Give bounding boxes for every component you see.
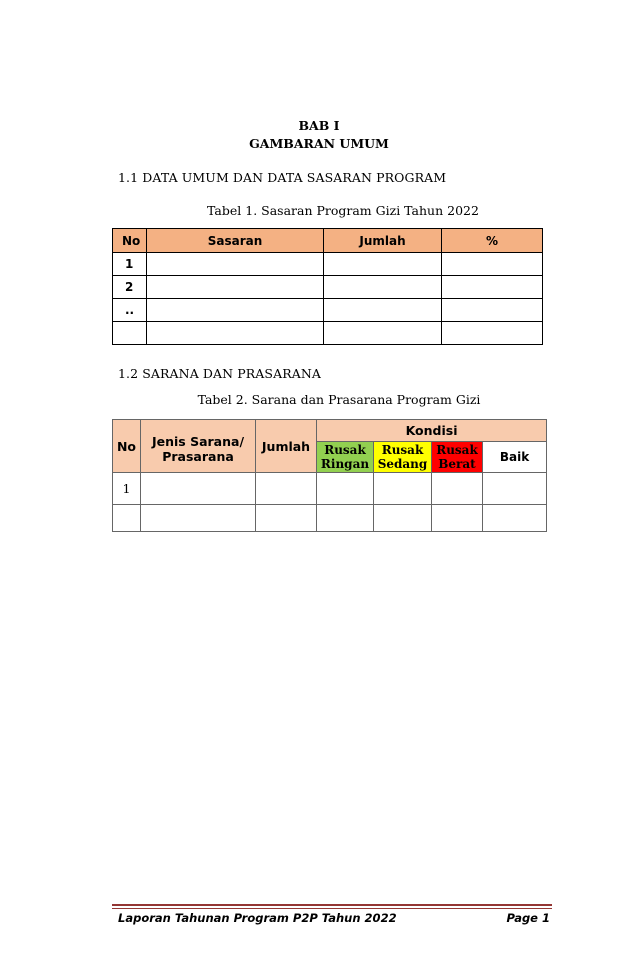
table2-header-row-1	[113, 420, 547, 442]
cell-baik	[483, 473, 547, 505]
row-number: ..	[113, 299, 147, 322]
section-heading-1: 1.1 DATA UMUM DAN DATA SASARAN PROGRAM	[118, 170, 447, 185]
table-row	[113, 299, 543, 322]
table-row	[113, 322, 543, 345]
cell-rusak-sedang	[374, 505, 432, 532]
row-number	[113, 505, 141, 532]
cell-sasaran	[147, 299, 324, 322]
cell-rusak-ringan	[317, 505, 374, 532]
chapter-number: BAB I	[298, 118, 340, 133]
table2-caption: Tabel 2. Sarana dan Prasarana Program Gizi	[197, 392, 481, 407]
cell-jenis	[141, 473, 256, 505]
table2-header-rusak-berat: Rusak Berat	[432, 442, 483, 473]
row-number	[113, 322, 147, 345]
cell-jenis	[141, 505, 256, 532]
table1-header-row	[113, 229, 543, 253]
cell-jumlah	[324, 253, 442, 276]
table1-header-jumlah: Jumlah	[324, 229, 442, 253]
table-row	[113, 276, 543, 299]
table2-header-rusak-sedang: Rusak Sedang	[374, 442, 432, 473]
cell-rusak-berat	[432, 505, 483, 532]
cell-rusak-sedang	[374, 473, 432, 505]
table2-header-no: No	[113, 420, 141, 473]
table1-header-no: No	[113, 229, 147, 253]
footer-title: Laporan Tahunan Program P2P Tahun 2022	[118, 911, 397, 925]
cell-sasaran	[147, 253, 324, 276]
row-number: 1	[113, 253, 147, 276]
table-sarana-prasarana	[112, 419, 547, 532]
cell-jumlah	[324, 322, 442, 345]
cell-jumlah	[256, 505, 317, 532]
table2-header-jenis: Jenis Sarana/ Prasarana	[141, 420, 256, 473]
cell-baik	[483, 505, 547, 532]
cell-percent	[442, 276, 543, 299]
cell-sasaran	[147, 276, 324, 299]
cell-jumlah	[256, 473, 317, 505]
cell-rusak-berat	[432, 473, 483, 505]
table-row	[113, 253, 543, 276]
table1-caption: Tabel 1. Sasaran Program Gizi Tahun 2022	[207, 203, 479, 218]
table1-header-sasaran: Sasaran	[147, 229, 324, 253]
table1-header-percent: %	[442, 229, 543, 253]
chapter-title: GAMBARAN UMUM	[249, 136, 389, 151]
page-number: Page 1	[506, 911, 550, 925]
table-row	[113, 473, 547, 505]
footer-rule-thin	[112, 908, 552, 909]
section-heading-2: 1.2 SARANA DAN PRASARANA	[118, 366, 322, 381]
table2-header-kondisi: Kondisi	[317, 420, 547, 442]
cell-percent	[442, 253, 543, 276]
cell-percent	[442, 322, 543, 345]
cell-rusak-ringan	[317, 473, 374, 505]
table-sasaran	[112, 228, 543, 345]
table2-header-rusak-ringan: Rusak Ringan	[317, 442, 374, 473]
table2-header-baik: Baik	[483, 442, 547, 473]
cell-jumlah	[324, 299, 442, 322]
cell-jumlah	[324, 276, 442, 299]
row-number: 2	[113, 276, 147, 299]
table-row	[113, 505, 547, 532]
footer-rule-thick	[112, 904, 552, 906]
table2-header-jumlah: Jumlah	[256, 420, 317, 473]
cell-sasaran	[147, 322, 324, 345]
row-number: 1	[113, 473, 141, 505]
cell-percent	[442, 299, 543, 322]
